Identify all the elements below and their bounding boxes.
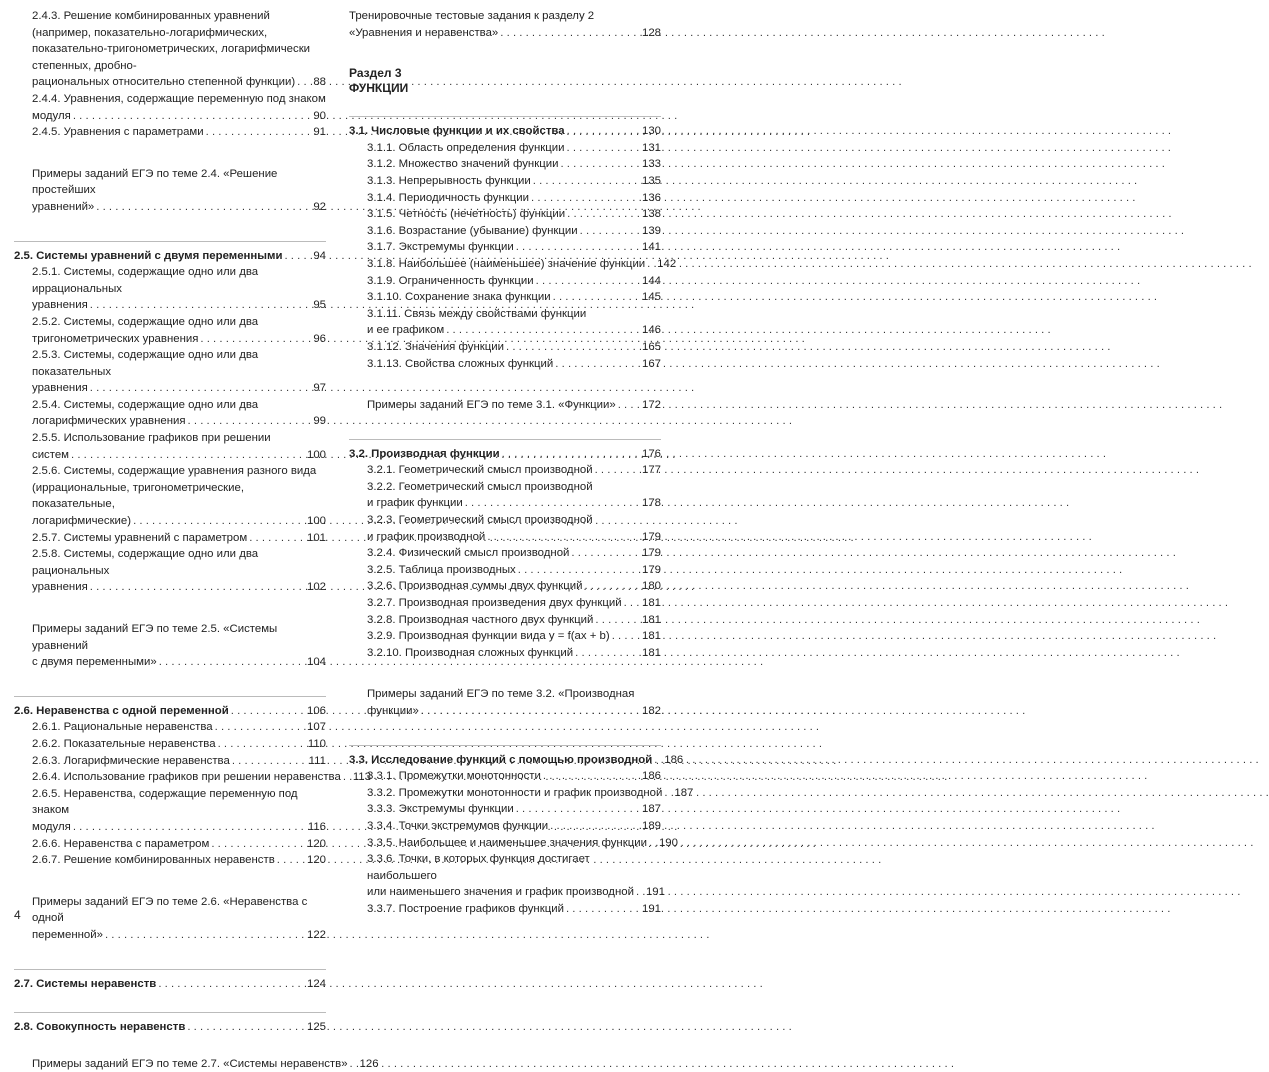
spacer [349, 414, 661, 439]
dot-leader [595, 612, 640, 629]
toc-entry-title: 3.1.1. Область определения функции [367, 141, 565, 154]
toc-page-number: 172 [641, 399, 661, 412]
toc-entry-text: 3.2.3. Геометрический смысл производной [367, 514, 593, 527]
toc-entry[interactable] [349, 785, 694, 802]
dot-leader [533, 173, 640, 190]
toc-entry[interactable] [14, 166, 326, 216]
toc-entry-title: 3.3.7. Построение графиков функций [367, 902, 564, 915]
toc-entry-title: 3.3.3. Экстремумы функции [367, 803, 514, 816]
section-divider [349, 116, 661, 117]
toc-page-number: 138 [641, 208, 661, 221]
toc-page-number: 181 [641, 613, 661, 626]
toc-entry-title: Примеры заданий ЕГЭ по теме 2.7. «Системы неравенств» [32, 1057, 348, 1070]
toc-page-number: 95 [313, 299, 326, 312]
dot-leader [487, 529, 640, 546]
dot-leader [249, 530, 305, 547]
toc-entry[interactable] [349, 173, 661, 190]
dot-leader [71, 447, 305, 464]
dot-leader [187, 1019, 305, 1036]
toc-entry-title: Примеры заданий ЕГЭ по теме 3.1. «Функции» [367, 399, 616, 412]
spacer [349, 372, 661, 397]
spacer [14, 671, 326, 696]
toc-page-number: 102 [306, 581, 326, 594]
toc-page-number: 186 [664, 753, 684, 766]
toc-entry-title: 3.2.7. Производная произведения двух функций [367, 597, 622, 610]
toc-page-number: 97 [313, 382, 326, 395]
spacer [14, 596, 326, 621]
toc-entry[interactable] [14, 894, 326, 944]
dot-leader [566, 140, 640, 157]
toc-entry[interactable] [14, 248, 326, 265]
toc-entry[interactable] [349, 140, 661, 157]
toc-entry[interactable] [349, 239, 661, 256]
toc-entry-title: с двумя переменными» [32, 656, 157, 669]
dot-leader [350, 1056, 358, 1072]
section-label: Раздел 3 [349, 66, 402, 81]
toc-entry-text: 2.5.2. Системы, содержащие одно или два [32, 315, 259, 328]
toc-entry-title: 3.1.5. Четность (нечетность) функции [367, 208, 566, 221]
toc-page-number: 182 [641, 705, 661, 717]
dot-leader [232, 753, 307, 770]
dot-leader [506, 339, 640, 356]
toc-entry-title: логарифмических уравнения [32, 415, 186, 428]
dot-leader [580, 223, 640, 240]
dot-leader [560, 156, 640, 173]
spacer [349, 41, 661, 66]
toc-entry-text: 2.4.3. Решение комбинированных уравнений (например, показательно-логарифмических, показательно-тригонометрических, логарифмически степенных, дробно- [32, 10, 311, 72]
toc-page-number: 146 [641, 324, 661, 337]
page-number: 4 [14, 908, 21, 922]
toc-entry-title: 3.1.9. Ограниченность функции [367, 274, 534, 287]
toc-page-number: 181 [641, 646, 661, 659]
dot-leader [550, 818, 640, 835]
toc-entry[interactable] [349, 768, 661, 785]
toc-entry[interactable] [349, 545, 661, 562]
toc-entry[interactable] [349, 156, 661, 173]
dot-leader [90, 579, 305, 596]
toc-entry[interactable] [349, 512, 661, 545]
toc-entry[interactable] [14, 703, 326, 720]
toc-page-number: 120 [306, 837, 326, 850]
toc-entry-text: Примеры заданий ЕГЭ по теме 2.6. «Неравенства с одной [32, 895, 308, 925]
toc-entry-title: 2.6.2. Показательные неравенства [32, 737, 216, 750]
section-divider [14, 241, 326, 242]
toc-entry[interactable] [349, 446, 661, 463]
toc-entry[interactable] [349, 397, 661, 414]
toc-entry[interactable] [14, 976, 326, 993]
toc-entry-title: 3.2.8. Производная частного двух функций [367, 613, 594, 626]
toc-entry-title: уравнений» [32, 200, 95, 213]
toc-entry-text: 2.5.3. Системы, содержащие одно или два показательных [32, 349, 259, 378]
toc-entry-title: 3.3.5. Наибольшее и наименьшее значения функции [367, 836, 647, 849]
section-divider [14, 696, 326, 697]
spacer [349, 661, 661, 686]
toc-entry-title: 3.1. Числовые функции и их свойства [349, 125, 565, 138]
dot-leader [553, 289, 640, 306]
toc-entry-title: рациональных относительно степенной функции) [32, 76, 296, 89]
toc-page-number: 165 [641, 340, 661, 353]
dot-leader [215, 719, 305, 736]
toc-page-number: 91 [313, 126, 326, 139]
toc-page-number: 179 [641, 563, 661, 576]
dot-leader [297, 74, 311, 91]
toc-page-number: 96 [313, 332, 326, 345]
toc-entry-title: 3.1.7. Экстремумы функции [367, 241, 514, 254]
toc-entry-title: 2.6.7. Решение комбинированных неравенств [32, 854, 275, 867]
spacer [14, 1036, 326, 1056]
dot-leader [73, 108, 312, 125]
dot-leader [218, 736, 306, 753]
dot-leader [446, 322, 640, 339]
toc-entry[interactable] [14, 1056, 379, 1072]
dot-leader [612, 628, 640, 645]
toc-entry[interactable] [349, 595, 661, 612]
toc-entry[interactable] [14, 753, 326, 770]
spacer [14, 869, 326, 894]
toc-page-number: 100 [306, 515, 326, 528]
toc-page-number: 100 [306, 448, 326, 461]
toc-page-number: 179 [641, 530, 661, 543]
toc-entry-title: 3.1.3. Непрерывность функции [367, 174, 531, 187]
toc-entry-title: «Уравнения и неравенства» [349, 26, 499, 39]
toc-entry[interactable] [14, 719, 326, 736]
section-divider [14, 1012, 326, 1013]
spacer [14, 141, 326, 166]
dot-leader [133, 513, 305, 530]
toc-entry[interactable] [14, 836, 326, 853]
dot-leader [277, 852, 305, 869]
toc-entry-title: 3.2.4. Физический смысл производной [367, 547, 570, 560]
dot-leader [567, 206, 640, 223]
dot-leader [231, 703, 305, 720]
toc-page-number: 94 [313, 249, 326, 262]
toc-page-number: 128 [641, 26, 661, 39]
spacer [14, 944, 326, 969]
dot-leader [159, 654, 305, 671]
toc-page-number: 181 [641, 597, 661, 610]
toc-entry[interactable] [14, 91, 326, 124]
toc-entry-text: Тренировочные тестовые задания к разделу 2 [349, 10, 595, 22]
toc-entry-title: 3.3.1. Промежутки монотонности [367, 770, 541, 783]
toc-entry-title: 3.2.5. Таблица производных [367, 563, 516, 576]
dot-leader [595, 462, 640, 479]
toc-page-number: 122 [306, 928, 326, 941]
toc-entry-text: 2.6.5. Неравенства, содержащие переменную под знаком [32, 787, 298, 817]
toc-page-number: 145 [641, 291, 661, 304]
toc-entry-text: Примеры заданий ЕГЭ по теме 3.2. «Производная [367, 688, 635, 701]
dot-leader [647, 256, 655, 273]
toc-entry[interactable] [349, 273, 661, 290]
toc-entry[interactable] [14, 463, 326, 529]
spacer [14, 992, 326, 1012]
toc-page-number: 124 [306, 977, 326, 990]
toc-entry[interactable] [349, 289, 661, 306]
toc-page-number: 110 [307, 737, 326, 750]
toc-page-number: 191 [641, 902, 661, 915]
toc-entry-title: уравнения [32, 299, 88, 312]
toc-entry-title: 2.6.4. Использование графиков при решении неравенства [32, 771, 341, 784]
toc-page-number: 144 [641, 274, 661, 287]
toc-page-number: 136 [641, 191, 661, 204]
toc-entry[interactable] [14, 264, 326, 314]
toc-entry-title: 3.1.2. Множество значений функции [367, 158, 559, 171]
spacer [349, 720, 661, 745]
spacer [349, 96, 661, 116]
toc-entry-title: уравнения [32, 581, 88, 594]
toc-entry-title: 3.3.4. Точки экстремумов функции [367, 819, 549, 832]
toc-page-number: 104 [306, 656, 326, 669]
toc-entry-title: 2.8. Совокупность неравенств [14, 1021, 186, 1034]
toc-page-number: 187 [674, 786, 694, 799]
toc-entry[interactable] [14, 347, 326, 397]
toc-page-number: 116 [307, 820, 326, 833]
dot-leader [90, 297, 312, 314]
toc-page-number: 130 [641, 125, 661, 138]
section-divider [349, 745, 661, 746]
dot-leader [500, 25, 640, 42]
toc-entry-title: 2.5. Системы уравнений с двумя переменными [14, 249, 283, 262]
toc-entry[interactable] [14, 124, 326, 141]
toc-entry[interactable] [349, 223, 661, 240]
toc-entry-title: и график функции [367, 497, 463, 510]
toc-page-number: 120 [306, 854, 326, 867]
toc-page-number: 92 [313, 200, 326, 213]
dot-leader [584, 578, 640, 595]
toc-entry-text: Примеры заданий ЕГЭ по теме 2.4. «Решение простейших [32, 167, 278, 197]
toc-entry-title: 3.2.10. Производная сложных функций [367, 646, 574, 659]
toc-entry-title: и ее графиком [367, 324, 445, 337]
dot-leader [516, 239, 640, 256]
toc-entry-text: 2.5.5. Использование графиков при решении [32, 432, 271, 445]
toc-page-number: 107 [306, 721, 326, 734]
toc-entry-title: 3.1.6. Возрастание (убывание) функции [367, 224, 578, 237]
toc-entry-text: 2.5.1. Системы, содержащие одно или два иррациональных [32, 266, 259, 295]
toc-page-number: 190 [658, 836, 678, 849]
toc-entry[interactable] [349, 645, 661, 662]
dot-leader [284, 248, 311, 265]
toc-entry-title: уравнения [32, 382, 88, 395]
toc-entry[interactable] [349, 578, 661, 595]
toc-page-number: 111 [308, 754, 326, 767]
dot-leader [566, 901, 640, 918]
toc-entry[interactable] [14, 769, 371, 786]
section-divider [349, 439, 661, 440]
dot-leader [518, 562, 640, 579]
dot-leader [536, 273, 640, 290]
toc-entry-title: 2.6. Неравенства с одной переменной [14, 704, 229, 717]
toc-page-number: 125 [306, 1021, 326, 1034]
dot-leader [188, 413, 312, 430]
toc-page-number: 131 [641, 141, 661, 154]
toc-entry[interactable] [14, 546, 326, 596]
toc-entry-text: 3.2.2. Геометрический смысл производной [367, 480, 593, 493]
toc-entry[interactable] [349, 256, 677, 273]
toc-entry[interactable] [14, 852, 326, 869]
toc-entry-text: 2.4.4. Уравнения, содержащие переменную под знаком [32, 92, 326, 105]
toc-page-number: 181 [641, 630, 661, 643]
toc-entry-title: 3.1.10. Сохранение знака функции [367, 291, 551, 304]
toc-entry-title: или наименьшего значения и график производной [367, 886, 634, 899]
dot-leader [649, 835, 657, 852]
toc-entry-title: систем [32, 448, 70, 461]
dot-leader [421, 703, 640, 720]
toc-entry[interactable] [349, 356, 661, 373]
toc-page-number: 191 [645, 886, 665, 899]
dot-leader [543, 768, 640, 785]
dot-leader [96, 199, 311, 216]
toc-page-number: 167 [641, 357, 661, 370]
dot-leader [636, 884, 644, 901]
toc-page-number: 186 [641, 770, 661, 783]
toc-page-number: 99 [313, 415, 326, 428]
toc-entry-title: 2.6.6. Неравенства с параметром [32, 837, 210, 850]
toc-entry[interactable] [349, 851, 665, 901]
dot-leader [73, 819, 306, 836]
toc-entry-title: модуля [32, 109, 71, 122]
toc-entry-title: модуля [32, 820, 71, 833]
dot-leader [105, 927, 305, 944]
toc-page-number: 90 [313, 109, 326, 122]
dot-leader [571, 545, 640, 562]
dot-leader [502, 446, 640, 463]
toc-entry[interactable] [349, 801, 661, 818]
toc-page-number: 187 [641, 803, 661, 816]
section-title: ФУНКЦИИ [349, 81, 409, 96]
toc-entry-title: 2.6.3. Логарифмические неравенства [32, 754, 230, 767]
toc-entry[interactable] [349, 206, 661, 223]
toc-entry[interactable] [14, 397, 326, 430]
toc-page-number: 133 [641, 158, 661, 171]
toc-entry-title: 3.3. Исследование функций с помощью производной [349, 753, 653, 766]
toc-entry[interactable] [349, 752, 684, 769]
toc-entry-text: 3.3.6. Точки, в которых функция достигает наибольшего [367, 853, 590, 882]
toc-page-number: 179 [641, 547, 661, 560]
toc-entry[interactable] [349, 818, 661, 835]
toc-entry-text: Примеры заданий ЕГЭ по теме 2.5. «Системы уравнений [32, 623, 278, 652]
toc-entry[interactable] [349, 612, 661, 629]
toc-entry-title: 3.2. Производная функции [349, 447, 500, 460]
toc-entry[interactable] [14, 430, 326, 463]
dot-leader [158, 976, 305, 993]
toc-entry[interactable] [349, 190, 661, 207]
toc-page-number: 142 [657, 257, 677, 270]
section-divider [14, 969, 326, 970]
toc-entry-title: и график производной [367, 530, 486, 543]
dot-leader [664, 785, 672, 802]
toc-entry-title: тригонометрических уравнения [32, 332, 199, 345]
dot-leader [654, 752, 662, 769]
toc-entry[interactable] [349, 8, 661, 41]
toc-entry-title: 3.1.8. Наибольшее (наименьшее) значение функции [367, 257, 646, 270]
toc-entry[interactable] [349, 901, 661, 918]
toc-entry-title: 3.2.9. Производная функции вида y = f(ax + b) [367, 630, 610, 643]
toc-entry[interactable] [349, 123, 661, 140]
toc-page-number: 113 [352, 771, 371, 784]
toc-entry[interactable] [349, 686, 661, 719]
toc-entry[interactable] [349, 479, 661, 512]
toc-entry-title: 3.1.4. Периодичность функции [367, 191, 530, 204]
toc-entry-title: 2.6.1. Рациональные неравенства [32, 721, 213, 734]
toc-page-number: 106 [306, 704, 326, 717]
toc-entry[interactable] [14, 621, 326, 671]
toc-entry[interactable] [349, 339, 661, 356]
dot-leader [206, 124, 312, 141]
toc-entry[interactable] [14, 530, 326, 547]
toc-right-column [349, 8, 694, 918]
toc-entry[interactable] [349, 628, 661, 645]
toc-entry[interactable] [349, 835, 678, 852]
dot-leader [465, 495, 640, 512]
toc-page-number: 139 [641, 224, 661, 237]
toc-entry[interactable] [349, 462, 661, 479]
toc-page-number: 141 [641, 241, 661, 254]
toc-entry[interactable] [14, 1019, 326, 1036]
toc-entry-title: функции» [367, 705, 419, 717]
toc-entry-title: 2.5.7. Системы уравнений с параметром [32, 531, 248, 544]
toc-entry[interactable] [349, 306, 661, 339]
toc-entry-title: 3.3.2. Промежутки монотонности и график производной [367, 786, 663, 799]
toc-page-number: 176 [641, 447, 661, 460]
dot-leader [624, 595, 640, 612]
dot-leader [567, 123, 640, 140]
toc-entry[interactable] [14, 314, 326, 347]
toc-entry-text: 3.1.11. Связь между свойствами функции [367, 307, 587, 320]
toc-entry-title: 3.2.1. Геометрический смысл производной [367, 464, 593, 477]
toc-page-number: 189 [641, 819, 661, 832]
toc-page-number: 88 [313, 76, 326, 89]
toc-entry-title: 3.1.12. Значения функции [367, 340, 504, 353]
toc-entry-title: 2.4.5. Уравнения с параметрами [32, 126, 204, 139]
toc-entry-title: переменной» [32, 928, 103, 941]
toc-page-number: 178 [641, 497, 661, 510]
toc-entry-text: 2.5.8. Системы, содержащие одно или два рациональных [32, 548, 259, 577]
dot-leader [90, 380, 312, 397]
toc-entry[interactable] [14, 736, 326, 753]
toc-page-number: 177 [641, 464, 661, 477]
dot-leader [531, 190, 640, 207]
toc-entry[interactable] [349, 562, 661, 579]
spacer [14, 216, 326, 241]
dot-leader [211, 836, 305, 853]
dot-leader [618, 397, 640, 414]
dot-leader [200, 331, 311, 348]
dot-leader [555, 356, 640, 373]
dot-leader [516, 801, 640, 818]
toc-entry-text: 2.5.6. Системы, содержащие уравнения разного вида (иррациональные, тригонометрические, показательные, [32, 465, 317, 511]
toc-entry-title: логарифмические) [32, 515, 132, 528]
toc-page-number: 101 [306, 531, 326, 544]
toc-page-number: 126 [359, 1057, 379, 1070]
toc-entry[interactable] [14, 8, 326, 91]
toc-entry-text: 2.5.4. Системы, содержащие одно или два [32, 398, 259, 411]
toc-page-number: 180 [641, 580, 661, 593]
dot-leader [575, 645, 640, 662]
toc-entry[interactable] [14, 786, 326, 836]
toc-entry-title: 3.1.13. Свойства сложных функций [367, 357, 554, 370]
toc-entry-title: 3.2.6. Производная суммы двух функций [367, 580, 583, 593]
toc-page-number: 135 [641, 174, 661, 187]
toc-entry-title: 2.7. Системы неравенств [14, 977, 157, 990]
